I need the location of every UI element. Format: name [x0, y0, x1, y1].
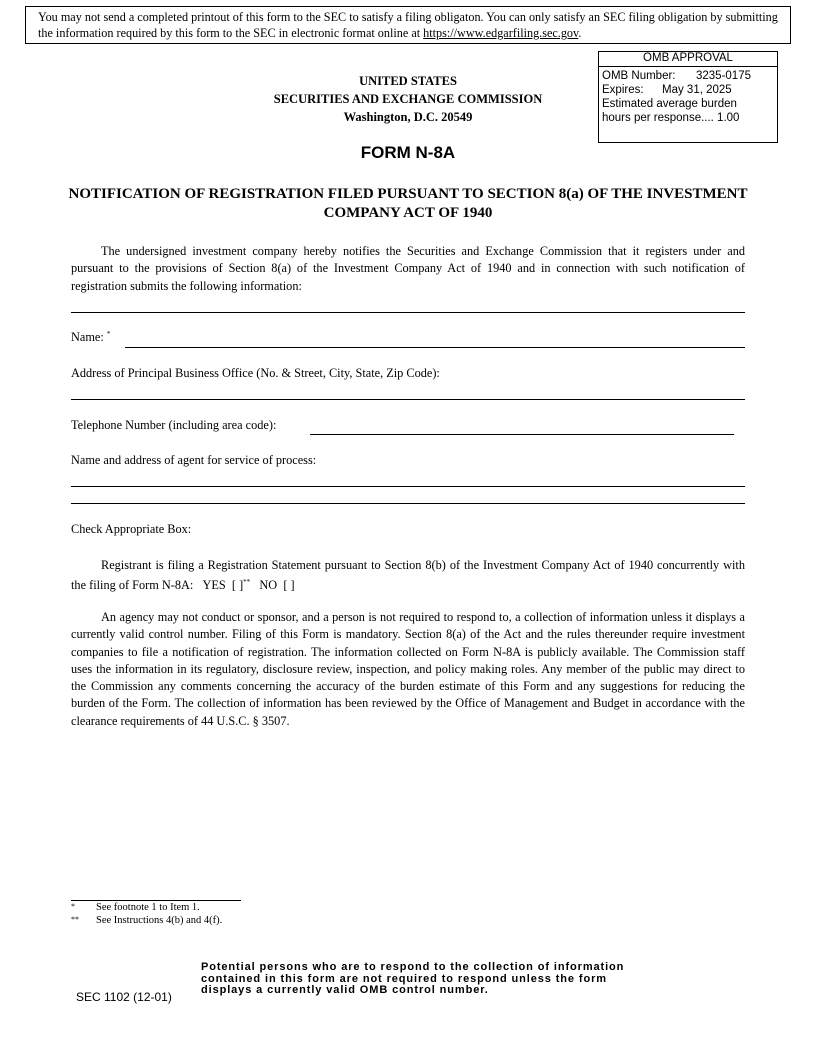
intro-paragraph [71, 243, 745, 295]
burden-text: An agency may not conduct or sponsor, and a person is not required to respond to, a collection of information unless it displays a currently valid control number. Filing of this Form is mandatory. Section 8(a) of the Act and the rules thereunder require investment companies to file a notification of registration. The information collected on Form N-8A is publicly available. The Commission staff uses the information in its regulatory, disclosure review, inspection, and policy making roles. Any member of the public may direct to the Commission any comments concerning the accuracy of the burden estimate of this Form and any suggestions for reducing the burden of the Form. The collection of information has been reviewed by the Office of Management and Budget in accordance with the clearance requirements of 44 U.S.C. § 3507. [71, 610, 745, 728]
omb-number-label: OMB Number: [602, 70, 676, 82]
form-title: NOTIFICATION OF REGISTRATION FILED PURSUANT TO SECTION 8(a) OF THE INVESTMENT COMPANY ACT OF 1940 [68, 186, 748, 221]
footnote-1-mark: * [71, 902, 75, 911]
footnote-rule [71, 900, 241, 901]
omb-approval-box [598, 51, 778, 143]
no-label: NO [259, 578, 278, 593]
omb-approval-title: OMB APPROVAL [599, 52, 777, 67]
notice-end: . [578, 26, 582, 40]
name-label-wrap [71, 330, 110, 345]
check-box-label: Check Appropriate Box: [71, 522, 192, 536]
form-number: FORM N-8A [360, 143, 456, 162]
footnote-1-text: See footnote 1 to Item 1. [96, 902, 200, 913]
address-label: Address of Principal Business Office (No. & Street, City, State, Zip Code): [71, 366, 440, 380]
name-input-line[interactable] [125, 347, 745, 348]
yes-checkbox[interactable]: [ ] [231, 578, 244, 593]
agency-line-1: UNITED STATES [359, 74, 457, 88]
yes-footnote-mark: ** [243, 578, 251, 587]
phone-label: Telephone Number (including area code): [71, 418, 277, 432]
agent-label: Name and address of agent for service of process: [71, 453, 317, 467]
divider-line [71, 312, 745, 313]
omb-burden-line2: hours per response.... 1.00 [602, 112, 740, 124]
notice-text: You may not send a completed printout of this form to the SEC to satisfy a filing obligaton. You can only satisfy an SEC filing obligation by submitting the information required by this form to the SEC in electronic format online at [38, 10, 778, 40]
omb-expires-row [602, 83, 777, 97]
check-text: Registrant is filing a Registration Statement pursuant to Section 8(b) of the Investment Company Act of 1940 concurrently with the filing of Form N-8A: [71, 558, 745, 593]
no-checkbox[interactable]: [ ] [283, 578, 295, 593]
footnote-2-text: See Instructions 4(b) and 4(f). [96, 915, 223, 926]
electronic-filing-notice [25, 6, 791, 44]
name-footnote-mark: * [106, 330, 111, 338]
omb-burden-line1: Estimated average burden [602, 98, 737, 110]
agent-input-line-1[interactable] [71, 486, 745, 487]
omb-control-notice: Potential persons who are to respond to the collection of information contained in this form are not required to respond unless the form displays a currently valid OMB control number. [201, 961, 625, 996]
footnote-1 [71, 902, 200, 913]
agency-line-3: Washington, D.C. 20549 [343, 110, 473, 124]
omb-expires-label: Expires: [602, 84, 644, 96]
footnote-2-mark: ** [71, 915, 79, 924]
check-paragraph [71, 557, 745, 595]
edgar-link[interactable]: https://www.edgarfiling.sec.gov [423, 26, 579, 40]
address-input-line[interactable] [71, 399, 745, 400]
omb-expires-value: May 31, 2025 [662, 84, 732, 96]
burden-paragraph [71, 609, 745, 730]
agent-input-line-2[interactable] [71, 503, 745, 504]
name-label: Name: [71, 330, 104, 345]
omb-number-value: 3235-0175 [696, 70, 751, 82]
form-code: SEC 1102 (12-01) [76, 990, 172, 1004]
footnote-2 [71, 915, 222, 926]
omb-number-row [602, 69, 777, 83]
agency-line-2: SECURITIES AND EXCHANGE COMMISSION [273, 92, 543, 106]
phone-input-line[interactable] [310, 434, 734, 435]
intro-text: The undersigned investment company hereby notifies the Securities and Exchange Commission that it registers under and pursuant to the provisions of Section 8(a) of the Investment Company Act of 1940 and in connection with such notification of registration submits the following information: [71, 244, 745, 293]
yes-label: YES [202, 578, 226, 593]
